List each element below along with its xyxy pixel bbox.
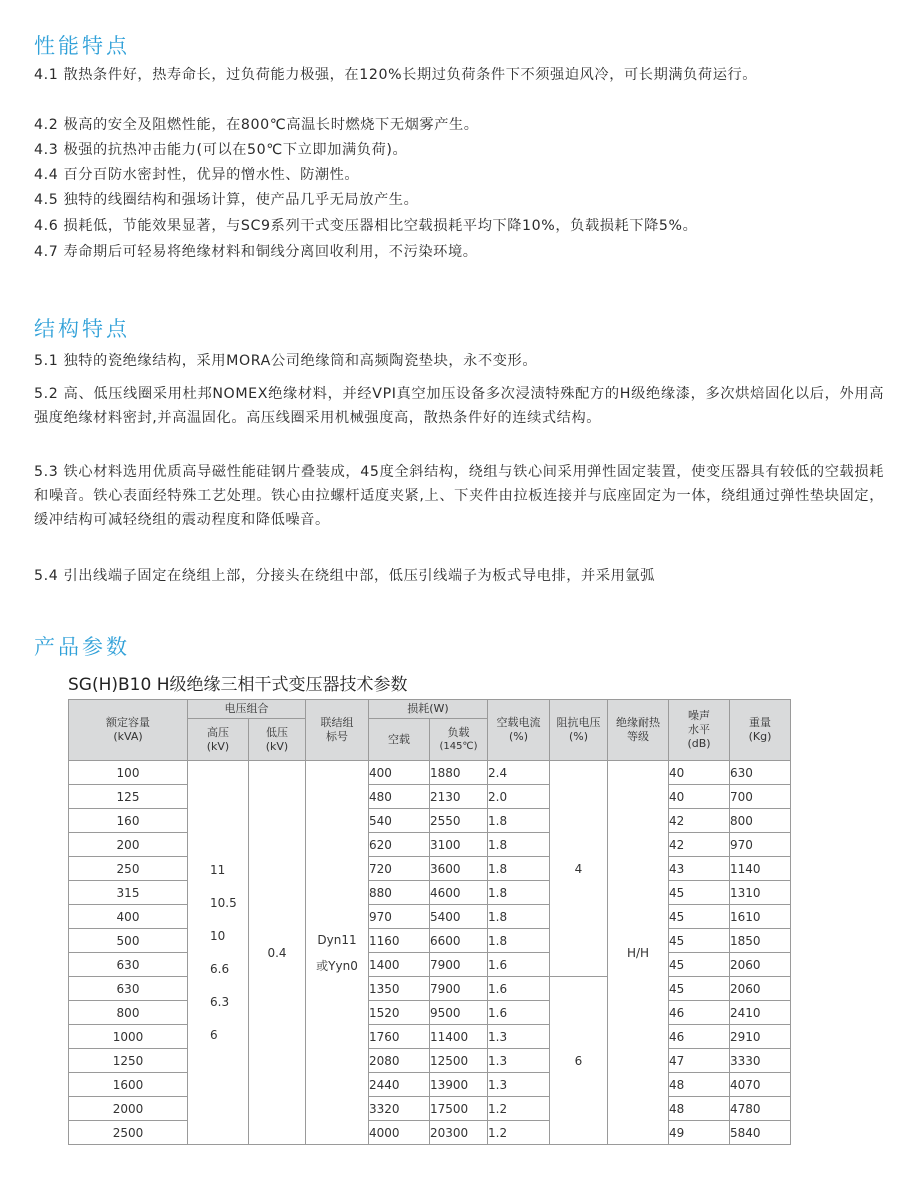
noload-current-cell: 1.3 xyxy=(488,1049,550,1073)
noload-loss-cell: 1400 xyxy=(369,953,430,977)
table-row xyxy=(69,977,791,1001)
load-loss-cell: 3100 xyxy=(430,833,488,857)
noise-cell: 48 xyxy=(669,1097,730,1121)
load-loss-cell: 20300 xyxy=(430,1121,488,1145)
header-lv-label: 低压 xyxy=(266,725,288,739)
load-loss-cell: 2130 xyxy=(430,785,488,809)
header-loss: 损耗(W) xyxy=(369,700,488,719)
table-row xyxy=(69,1025,791,1049)
noload-current-cell: 1.6 xyxy=(488,977,550,1001)
header-load-unit: (145℃) xyxy=(439,740,478,752)
noload-loss-cell: 2080 xyxy=(369,1049,430,1073)
noload-current-cell: 2.0 xyxy=(488,785,550,809)
capacity-cell: 2500 xyxy=(69,1121,188,1145)
insulation-cell: H/H xyxy=(608,761,669,1145)
noload-current-cell: 1.6 xyxy=(488,1001,550,1025)
noise-cell: 46 xyxy=(669,1001,730,1025)
capacity-cell: 160 xyxy=(69,809,188,833)
table-row xyxy=(69,1049,791,1073)
capacity-cell: 1250 xyxy=(69,1049,188,1073)
performance-item-4-1: 4.1 散热条件好，热寿命长，过负荷能力极强，在120%长期过负荷条件下不须强迫风冷，可长期满负荷运行。 xyxy=(34,67,758,83)
noise-cell: 45 xyxy=(669,977,730,1001)
noload-loss-cell: 480 xyxy=(369,785,430,809)
capacity-cell: 200 xyxy=(69,833,188,857)
hv-cell xyxy=(188,761,249,1145)
noise-cell: 40 xyxy=(669,785,730,809)
table-row xyxy=(69,1097,791,1121)
performance-item-4-3: 4.3 极强的抗热冲击能力(可以在50℃下立即加满负荷)。 xyxy=(34,142,408,158)
header-noise xyxy=(669,700,730,761)
load-loss-cell: 7900 xyxy=(430,977,488,1001)
header-noise-unit: (dB) xyxy=(687,737,711,750)
weight-cell: 2410 xyxy=(730,1001,791,1025)
noload-current-cell: 1.6 xyxy=(488,953,550,977)
noise-cell: 42 xyxy=(669,809,730,833)
table-row xyxy=(69,929,791,953)
noise-cell: 46 xyxy=(669,1025,730,1049)
weight-cell: 970 xyxy=(730,833,791,857)
structure-item-5-3: 5.3 铁心材料选用优质高导磁性能硅钢片叠装成，45度全斜结构，绕组与铁心间采用弹性固定装置，使变压器具有较低的空载损耗和噪音。铁心表面经特殊工艺处理。铁心由拉螺杆适度夹紧,上、下夹件由拉板连接并与底座固定为一体，绕组通过弹性垫块固定，缓冲结构可减轻绕组的震动程度和降低噪音。 xyxy=(34,464,884,528)
noload-current-cell: 2.4 xyxy=(488,761,550,785)
noise-cell: 45 xyxy=(669,929,730,953)
hv-value: 6.3 xyxy=(210,994,230,1009)
performance-item-4-7: 4.7 寿命期后可轻易将绝缘材料和铜线分离回收利用，不污染环境。 xyxy=(34,244,478,260)
table-title: SG(H)B10 H级绝缘三相干式变压器技术参数 xyxy=(68,675,408,695)
table-row xyxy=(69,881,791,905)
noise-cell: 43 xyxy=(669,857,730,881)
hv-value: 10.5 xyxy=(210,895,237,910)
weight-cell: 1610 xyxy=(730,905,791,929)
weight-cell: 630 xyxy=(730,761,791,785)
table-row xyxy=(69,953,791,977)
header-impedance xyxy=(550,700,608,761)
header-weight-unit: (Kg) xyxy=(748,730,772,743)
header-capacity xyxy=(69,700,188,761)
noload-loss-cell: 620 xyxy=(369,833,430,857)
weight-cell: 5840 xyxy=(730,1121,791,1145)
performance-item-4-5: 4.5 独特的线圈结构和强场计算，使产品几乎无局放产生。 xyxy=(34,192,419,208)
noise-cell: 49 xyxy=(669,1121,730,1145)
impedance-cell: 4 xyxy=(550,761,608,977)
header-insulation xyxy=(608,700,669,761)
capacity-cell: 315 xyxy=(69,881,188,905)
impedance-cell: 6 xyxy=(550,977,608,1145)
table-row xyxy=(69,833,791,857)
weight-cell: 700 xyxy=(730,785,791,809)
header-current-unit: (%) xyxy=(508,730,529,743)
performance-section-title: 性能特点 xyxy=(34,34,130,58)
capacity-cell: 630 xyxy=(69,953,188,977)
header-hv xyxy=(188,719,249,761)
noload-loss-cell: 2440 xyxy=(369,1073,430,1097)
header-voltage: 电压组合 xyxy=(188,700,306,719)
header-connection xyxy=(306,700,369,761)
table-row xyxy=(69,905,791,929)
noload-current-cell: 1.3 xyxy=(488,1025,550,1049)
noload-loss-cell: 970 xyxy=(369,905,430,929)
weight-cell: 800 xyxy=(730,809,791,833)
hv-value: 10 xyxy=(210,928,226,943)
noload-current-cell: 1.3 xyxy=(488,1073,550,1097)
header-noise-label: 噪声水平 xyxy=(688,709,710,736)
performance-item-4-4: 4.4 百分百防水密封性，优异的憎水性、防潮性。 xyxy=(34,167,360,183)
weight-cell: 2910 xyxy=(730,1025,791,1049)
connection-value: Dyn11 xyxy=(317,932,357,947)
load-loss-cell: 6600 xyxy=(430,929,488,953)
capacity-cell: 1000 xyxy=(69,1025,188,1049)
table-row xyxy=(69,809,791,833)
noise-cell: 45 xyxy=(669,953,730,977)
capacity-cell: 1600 xyxy=(69,1073,188,1097)
weight-cell: 3330 xyxy=(730,1049,791,1073)
header-impedance-unit: (%) xyxy=(568,730,589,743)
noise-cell: 42 xyxy=(669,833,730,857)
connection-value: 或Yyn0 xyxy=(316,958,358,973)
header-lv-unit: (kV) xyxy=(265,739,289,753)
capacity-cell: 125 xyxy=(69,785,188,809)
load-loss-cell: 2550 xyxy=(430,809,488,833)
load-loss-cell: 1880 xyxy=(430,761,488,785)
noload-loss-cell: 400 xyxy=(369,761,430,785)
header-noload: 空载 xyxy=(369,719,430,761)
capacity-cell: 250 xyxy=(69,857,188,881)
params-section-title: 产品参数 xyxy=(34,635,130,659)
header-insulation-label: 绝缘耐热等级 xyxy=(616,716,660,743)
noload-loss-cell: 1760 xyxy=(369,1025,430,1049)
header-hv-label: 高压 xyxy=(207,725,229,739)
structure-item-5-2: 5.2 高、低压线圈采用杜邦NOMEX绝缘材料，并经VPI真空加压设备多次浸渍特殊配方的H级绝缘漆，多次烘焙固化以后，外用高强度绝缘材料密封,并高温固化。高压线圈采用机械强度高，散热条件好的连续式结构。 xyxy=(34,386,884,426)
capacity-cell: 500 xyxy=(69,929,188,953)
load-loss-cell: 13900 xyxy=(430,1073,488,1097)
spec-table xyxy=(68,699,791,1145)
noise-cell: 40 xyxy=(669,761,730,785)
load-loss-cell: 3600 xyxy=(430,857,488,881)
structure-item-5-4: 5.4 引出线端子固定在绕组上部，分接头在绕组中部，低压引线端子为板式导电排，并采用氩弧 xyxy=(34,568,655,584)
weight-cell: 1850 xyxy=(730,929,791,953)
hv-value: 6.6 xyxy=(210,961,230,976)
hv-values xyxy=(188,854,248,1052)
noload-current-cell: 1.8 xyxy=(488,857,550,881)
spec-table-body xyxy=(69,761,791,1145)
lv-cell: 0.4 xyxy=(249,761,306,1145)
table-row xyxy=(69,761,791,785)
header-capacity-label: 额定容量 xyxy=(106,716,150,729)
capacity-cell: 100 xyxy=(69,761,188,785)
noload-current-cell: 1.2 xyxy=(488,1097,550,1121)
noload-loss-cell: 4000 xyxy=(369,1121,430,1145)
header-current xyxy=(488,700,550,761)
noload-current-cell: 1.8 xyxy=(488,929,550,953)
header-load-label: 负载 xyxy=(447,725,470,739)
weight-cell: 4070 xyxy=(730,1073,791,1097)
table-row xyxy=(69,1001,791,1025)
capacity-cell: 400 xyxy=(69,905,188,929)
header-impedance-label: 阻抗电压 xyxy=(556,716,601,729)
noload-loss-cell: 1520 xyxy=(369,1001,430,1025)
hv-value: 6 xyxy=(210,1027,218,1042)
header-weight-label: 重量 xyxy=(749,716,771,729)
load-loss-cell: 12500 xyxy=(430,1049,488,1073)
header-current-label: 空载电流 xyxy=(496,716,541,729)
noise-cell: 45 xyxy=(669,905,730,929)
noload-loss-cell: 720 xyxy=(369,857,430,881)
performance-item-4-6: 4.6 损耗低，节能效果显著，与SC9系列干式变压器相比空载损耗平均下降10%，负载损耗下降5%。 xyxy=(34,218,698,234)
noise-cell: 48 xyxy=(669,1073,730,1097)
load-loss-cell: 7900 xyxy=(430,953,488,977)
hv-value: 11 xyxy=(210,862,226,877)
weight-cell: 4780 xyxy=(730,1097,791,1121)
noload-loss-cell: 1350 xyxy=(369,977,430,1001)
weight-cell: 1140 xyxy=(730,857,791,881)
connection-cell xyxy=(306,761,369,1145)
capacity-cell: 630 xyxy=(69,977,188,1001)
header-hv-unit: (kV) xyxy=(206,739,230,753)
table-row xyxy=(69,785,791,809)
noload-loss-cell: 3320 xyxy=(369,1097,430,1121)
table-row xyxy=(69,857,791,881)
noise-cell: 47 xyxy=(669,1049,730,1073)
table-row xyxy=(69,1073,791,1097)
structure-section-title: 结构特点 xyxy=(34,317,130,341)
noload-loss-cell: 540 xyxy=(369,809,430,833)
noise-cell: 45 xyxy=(669,881,730,905)
noload-current-cell: 1.2 xyxy=(488,1121,550,1145)
structure-item-5-1: 5.1 独特的瓷绝缘结构，采用MORA公司绝缘筒和高频陶瓷垫块，永不变形。 xyxy=(34,353,538,369)
capacity-cell: 800 xyxy=(69,1001,188,1025)
noload-current-cell: 1.8 xyxy=(488,833,550,857)
header-load xyxy=(430,719,488,761)
header-connection-label: 联结组标号 xyxy=(320,716,354,743)
weight-cell: 2060 xyxy=(730,953,791,977)
weight-cell: 2060 xyxy=(730,977,791,1001)
load-loss-cell: 9500 xyxy=(430,1001,488,1025)
weight-cell: 1310 xyxy=(730,881,791,905)
noload-current-cell: 1.8 xyxy=(488,905,550,929)
noload-current-cell: 1.8 xyxy=(488,881,550,905)
noload-loss-cell: 1160 xyxy=(369,929,430,953)
noload-current-cell: 1.8 xyxy=(488,809,550,833)
header-capacity-unit: (kVA) xyxy=(113,730,143,743)
header-weight xyxy=(730,700,791,761)
performance-item-4-2: 4.2 极高的安全及阻燃性能，在800℃高温长时燃烧下无烟雾产生。 xyxy=(34,117,479,133)
load-loss-cell: 11400 xyxy=(430,1025,488,1049)
load-loss-cell: 5400 xyxy=(430,905,488,929)
capacity-cell: 2000 xyxy=(69,1097,188,1121)
load-loss-cell: 4600 xyxy=(430,881,488,905)
noload-loss-cell: 880 xyxy=(369,881,430,905)
table-row xyxy=(69,1121,791,1145)
header-lv xyxy=(249,719,306,761)
load-loss-cell: 17500 xyxy=(430,1097,488,1121)
